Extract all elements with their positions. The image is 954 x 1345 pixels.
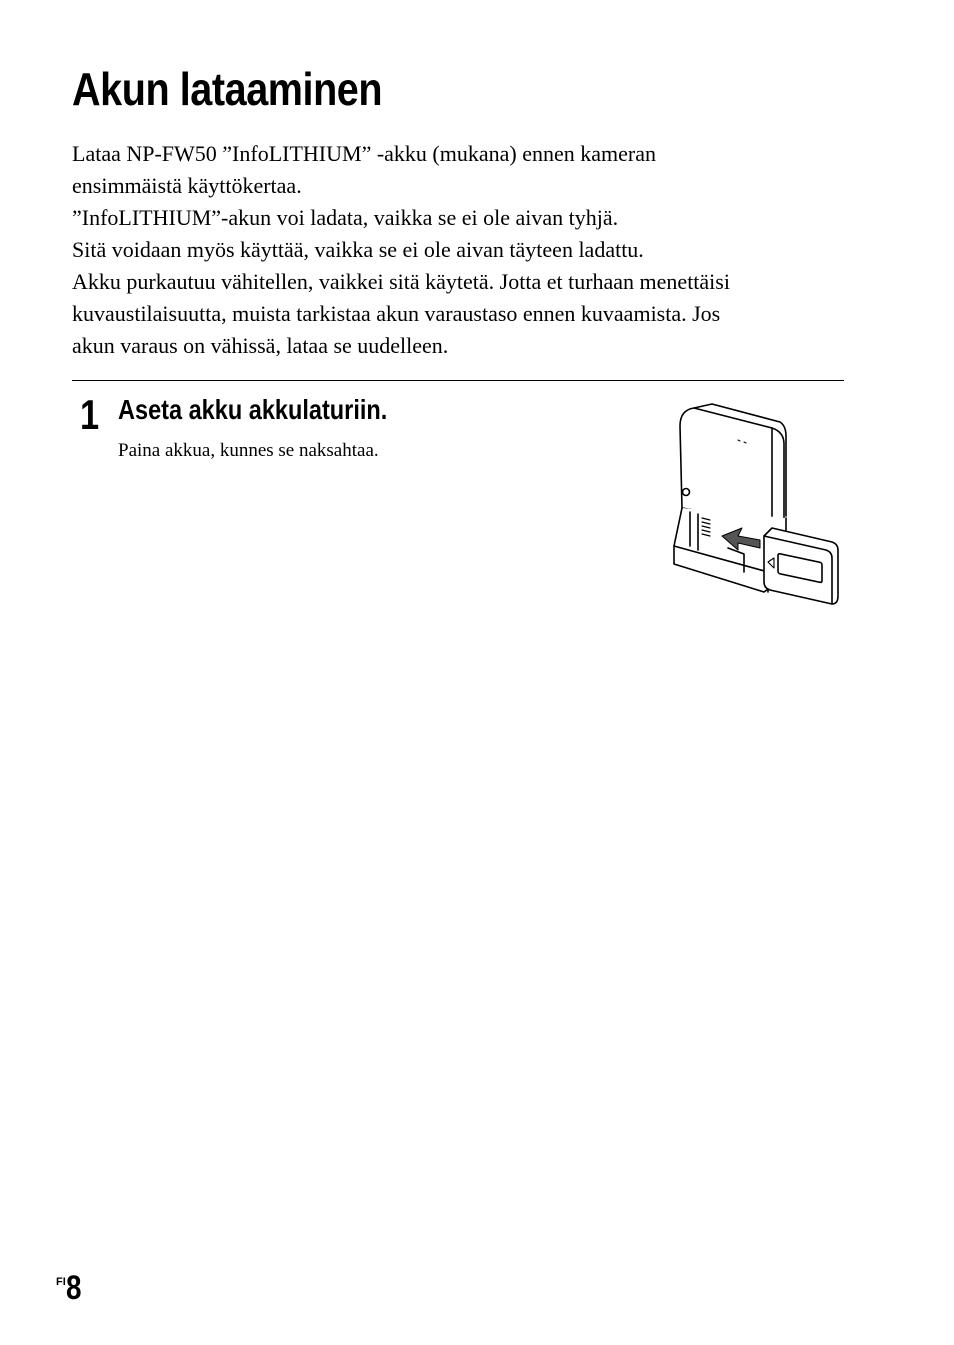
intro-line: ensimmäistä käyttökertaa.: [72, 173, 302, 198]
intro-line: Lataa NP-FW50 ”InfoLITHIUM” -akku (mukana) ennen kameran: [72, 141, 656, 166]
intro-line: ”InfoLITHIUM”-akun voi ladata, vaikka se ei ole aivan tyhjä.: [72, 205, 619, 230]
step-heading: Aseta akku akkulaturiin.: [118, 394, 388, 425]
page-number: 8: [65, 1269, 82, 1307]
step-number: 1: [80, 391, 100, 438]
charger-body: [680, 408, 784, 524]
intro-paragraph: [72, 138, 862, 362]
section-divider: [72, 380, 844, 381]
page-title: Akun lataaminen: [72, 63, 383, 115]
page-footer: [56, 1268, 85, 1308]
intro-line: akun varaus on vähissä, lataa se uudelleen.: [72, 333, 449, 358]
intro-line: kuvaustilaisuutta, muista tarkistaa akun varaustaso ennen kuvaamista. Jos: [72, 301, 721, 326]
language-code: FI: [56, 1276, 66, 1288]
step-instruction: Paina akkua, kunnes se naksahtaa.: [118, 440, 379, 461]
intro-line: Sitä voidaan myös käyttää, vaikka se ei ole aivan täyteen ladattu.: [72, 237, 644, 262]
intro-line: Akku purkautuu vähitellen, vaikkei sitä käytetä. Jotta et turhaan menettäisi: [72, 269, 730, 294]
battery-pack: [764, 528, 838, 604]
battery-charger-illustration: [668, 400, 848, 610]
